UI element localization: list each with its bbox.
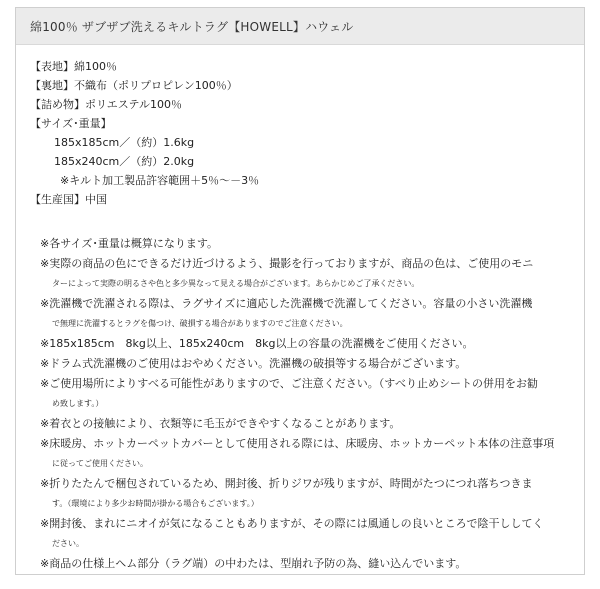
note-continuation: め致します。） bbox=[52, 399, 104, 408]
note-continuation: ださい。 bbox=[52, 539, 84, 548]
spec-size-2: 185x240cm／（約）2.0kg bbox=[54, 155, 195, 168]
note-text: ※商品の仕様上ヘム部分（ラグ端）の中わたは、型崩れ予防の為、縫い込んでいます。 bbox=[40, 557, 467, 570]
note-item bbox=[40, 514, 570, 554]
spec-origin: 【生産国】中国 bbox=[30, 193, 107, 206]
note-text: ※実際の商品の色にできるだけ近づけるよう、撮影を行っておりますが、商品の色は、ご使用のモニ bbox=[40, 257, 534, 270]
spec-list bbox=[16, 45, 584, 209]
note-text: ※開封後、まれにニオイが気になることもありますが、その際には風通しの良いところで陰干ししてく bbox=[40, 517, 544, 530]
notes-list bbox=[16, 209, 584, 574]
product-info-panel bbox=[15, 7, 585, 575]
note-item bbox=[40, 354, 570, 374]
note-text: ※洗濯機で洗濯される際は、ラグサイズに適応した洗濯機で洗濯してください。容量の小さい洗濯機 bbox=[40, 297, 533, 310]
spec-tolerance: ※キルト加工製品許容範囲＋5％～－3％ bbox=[60, 174, 260, 187]
note-item bbox=[40, 414, 570, 434]
spec-size-1: 185x185cm／（約）1.6kg bbox=[54, 136, 195, 149]
note-item bbox=[40, 294, 570, 334]
note-continuation: で無理に洗濯するとラグを傷つけ、破損する場合がありますのでご注意ください。 bbox=[52, 319, 348, 328]
note-item bbox=[40, 254, 570, 294]
spec-surface: 【表地】綿100％ bbox=[30, 60, 117, 73]
note-text: ※各サイズ･重量は概算になります。 bbox=[40, 237, 218, 250]
note-continuation: に従ってご使用ください。 bbox=[52, 459, 148, 468]
note-text: ※折りたたんで梱包されているため、開封後、折りジワが残りますが、時間がたつにつれ落ちつきま bbox=[40, 477, 533, 490]
note-text: ※床暖房、ホットカーペットカバーとして使用される際には、床暖房、ホットカーペット本体の注意事項 bbox=[40, 437, 555, 450]
note-item bbox=[40, 474, 570, 514]
note-item bbox=[40, 234, 570, 254]
note-text: ※ドラム式洗濯機のご使用はおやめください。洗濯機の破損等する場合がございます。 bbox=[40, 357, 467, 370]
spec-back: 【裏地】不織布（ポリプロピレン100％） bbox=[30, 79, 238, 92]
note-item bbox=[40, 434, 570, 474]
note-text: ※ご使用場所によりすべる可能性がありますので、ご注意ください。（すべり止めシートの併用をお勧 bbox=[40, 377, 539, 390]
panel-header bbox=[16, 8, 584, 45]
note-item bbox=[40, 334, 570, 354]
note-text: ※着衣との接触により、衣類等に毛玉ができやすくなることがあります。 bbox=[40, 417, 401, 430]
note-item bbox=[40, 554, 570, 574]
note-continuation: す。（環境により多少お時間が掛かる場合もございます。） bbox=[52, 499, 259, 508]
spec-size-heading: 【サイズ･重量】 bbox=[30, 117, 112, 130]
spec-filling: 【詰め物】ポリエステル100％ bbox=[30, 98, 183, 111]
note-item bbox=[40, 374, 570, 414]
note-text: ※185x185cm 8kg以上、185x240cm 8kg以上の容量の洗濯機をご使用ください。 bbox=[40, 337, 474, 350]
product-title: 綿100％ ザブザブ洗えるキルトラグ【HOWELL】ハウェル bbox=[30, 19, 354, 34]
note-continuation: ターによって実際の明るさや色と多少異なって見える場合がございます。あらかじめご了承ください。 bbox=[52, 279, 420, 288]
